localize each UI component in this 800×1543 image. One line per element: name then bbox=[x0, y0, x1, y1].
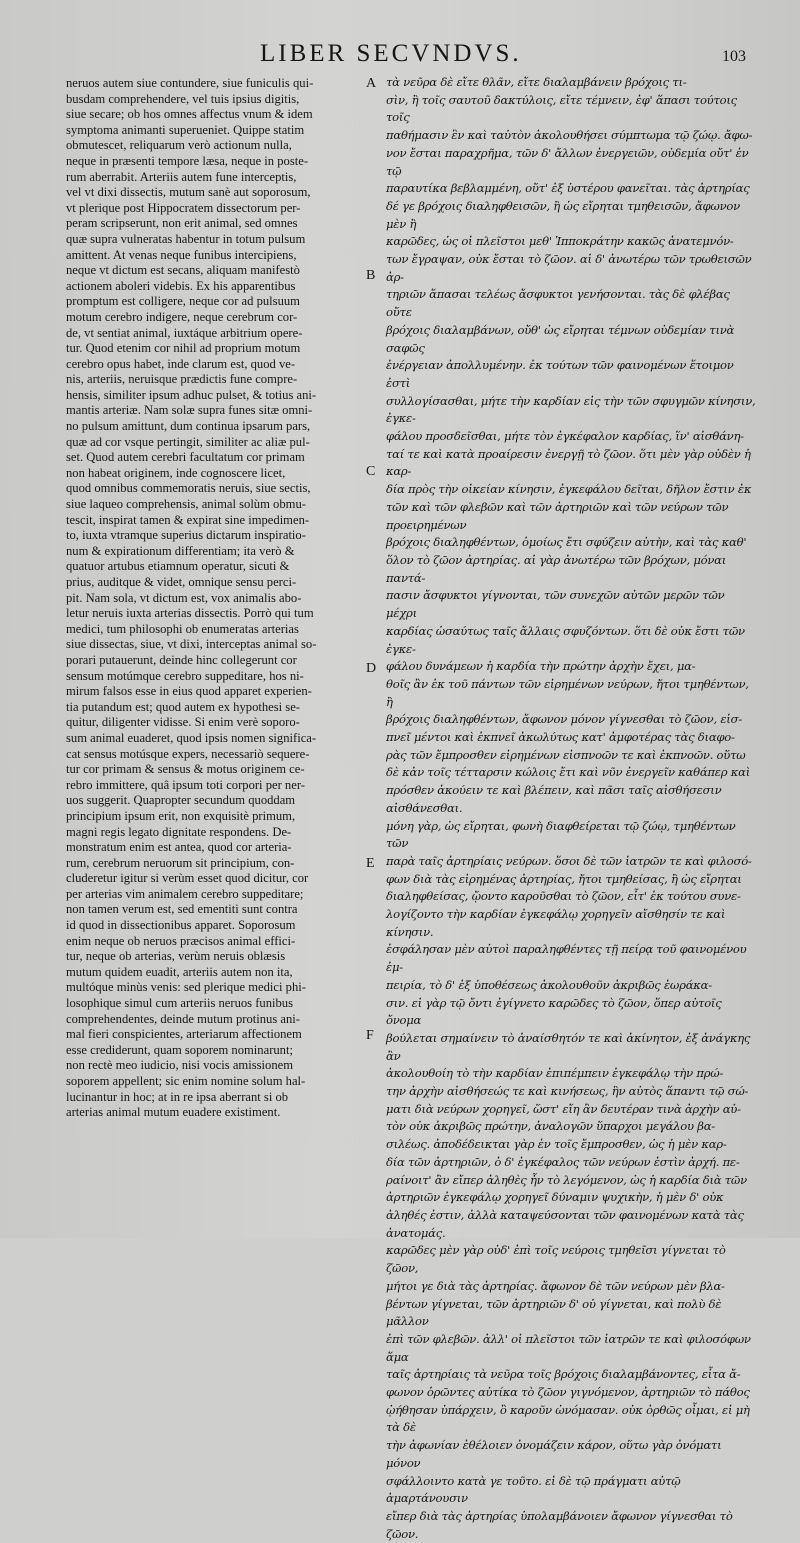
section-marker-b: B bbox=[366, 268, 376, 283]
latin-text: neruos autem siue contundere, siue funiculis qui- busdam comprehendere, vel tuis ipsius digitis, siue secare; ob hos omnes affectus vnum & idem symptoma animanti superueniet. Quippe statim obmutescet, reliquarum verò actionum nulla, neque in præsenti tempore læsa, neque in poste- rum aberrabit. Arteriis autem fune interceptis, vel vt dixi dissectis, mutum sanè aut soporosum, vt plerique post Hippocratem dissectorum per- peram scripserunt, non erit animal, sed omnes quæ supra vulneratas habentur in totum pulsum amittent. At venas neque funibus intercipiens, neque vt dictum est secans, aliquam manifestò actionem aboleri videbis. Ex his apparentibus promptum est colligere, neque cor ad pulsuum motum cerebro indigere, neque cerebrum cor- de, vt sentiat animal, iuxtáque arbitrium opere- tur. Quod etenim cor nihil ad proprium motum cerebro opus habet, inde clarum est, quod ve- nis, arteriis, neruisque prædictis fune compre- hensis, similiter ipsum adhuc pulset, & totius ani- mantis arteriæ. Nam solæ supra funes sitæ omni- no pulsum amittunt, dum continua ipsarum pars, quæ ad cor vsque pertingit, similiter ac aliæ pul- set. Quod autem cerebri facultatum cor primam non habeat originem, inde cognoscere licet, quod omnibus commemoratis neruis, siue sectis, siue laqueo comprehensis, animal solùm obmu- tescit, inspirat tamen & expirat sine impedimen- to, iuxta vtramque superius dictarum inspiratio- num & expirationum differentiam; ita verò & quatuor artubus etiamnum operatur, sicuti & prius, auditque & videt, omnique sensu perci- pit. Nam sola, vt dictum est, vox animalis abo- letur neruis iuxta arterias dissectis. Porrò qui tum medici, tum philosophi ob enumeratas arterias siue dissectas, siue, vt dixi, interceptas animal so- porari putauerunt, deinde hinc collegerunt cor sensum motúmque cerebro suppeditare, hos ni- mirum falsos esse in eius quod apparet experien- tia putandum est; quod autem ex hypothesi se- quitur, diligenter vidisse. Si enim verè soporo- sum animal euaderet, quod ipsis nomen significa- cat sensus motúsque expers, necessariò sequere- tur cor primam & sensus & motus originem ce- rebro immittere, quâ ipsum toti corpori per ner- uos suggerit. Quapropter secundum quoddam principium ipsum erit, non exquisitè primum, magni regis legato dignitate respondens. De- monstratum enim est antea, quod cor arteria- rum, cerebrum neruorum sit principium, con- cluderetur igitur si verùm esset quod dicitur, cor per arterias vim animalem cerebro suppeditare; non tamen verum est, sed ementiti sunt contra id quod in dissectionibus apparet. Soporosum enim neque ob neruos præcisos animal effici- tur, neque ob arterias, verùm neruis oblæsis mutum quidem euadit, arteriis autem non ita, multóque minùs venis: sed plerique medici phi- losophique simul cum arteriis neruos funibus comprehendentes, deinde mutum protinus ani- mal fieri conspicientes, arteriarum affectionem esse crediderunt, quam soporem nominarunt; non rectè meo iudicio, nisi vocis amissionem soporem appellent; sic enim nomine solum hal- lucinantur in hoc; at in re ipsa aberrant si ob arterias animal mutum euadere existiment. bbox=[66, 76, 317, 1120]
greek-text: τὰ νεῦρα δὲ εἴτε θλᾶν, εἴτε διαλαμβάνειν βρόχοις τι- σὶν, ἢ τοῖς σαυτοῦ δακτύλοις, εἴτε τέμνειν, ἐφ' ἅπασι τούτοις τοῖς παθήμασιν ἓν καὶ ταὐτὸν ἀκολουθήσει σύμπτωμα τῷ ζώῳ. ἄφω- νον ἔσται παραχρῆμα, τῶν δ' ἄλλων ἐνεργειῶν, οὐδεμία οὔτ' ἐν τῷ παραυτίκα βεβλαμμένη, οὔτ' ἐξ ὑστέρου φανεῖται. τὰς ἀρτηρίας δέ γε βρόχοις διαληφθεισῶν, ἢ ὡς εἴρηται τμηθεισῶν, ἄφωνον μὲν ἢ καρῶδες, ὡς οἱ πλεῖστοι μεθ' Ἱπποκράτην κακῶς ἀνατεμνόν- των ἔγραψαν, οὐκ ἔσται τὸ ζῶον. αἱ δ' ἀνωτέρω τῶν τρωθεισῶν ἀρ- τηριῶν ἅπασαι τελέως ἄσφυκτοι γενήσονται. τὰς δὲ φλέβας οὔτε βρόχοις διαλαμβάνων, οὔθ' ὡς εἴρηται τέμνων οὐδεμίαν τινὰ σαφῶς ἐνέργειαν ἀπολλυμένην. ἐκ τούτων τῶν φαινομένων ἕτοιμον ἐστὶ συλλογίσασθαι, μήτε τὴν καρδίαν εἰς τὴν τῶν σφυγμῶν κίνησιν, ἐγκε- φάλου προσδεῖσθαι, μήτε τὸν ἐγκέφαλον καρδίας, ἵν' αἰσθάνη- ταί τε καὶ κατὰ προαίρεσιν ἐνεργῇ τὸ ζῶον. ὅτι μὲν γὰρ οὐδὲν ἡ καρ- δία πρὸς τὴν οἰκείαν κίνησιν, ἐγκεφάλου δεῖται, δῆλον ἔστιν ἐκ τῶν καὶ τῶν φλεβῶν καὶ τῶν ἀρτηριῶν καὶ τῶν νεύρων τῶν προειρημένων βρόχοις διαληφθέντων, ὁμοίως ἔτι σφύζειν αὐτὴν, καὶ τὰς καθ' ὅλον τὸ ζῶον ἀρτηρίας. αἱ γὰρ ἀνωτέρω τῶν βρόχων, μόναι παντά- πασιν ἄσφυκτοι γίγνονται, τῶν συνεχῶν αὐτῶν μερῶν τῶν μέχρι καρδίας ὡσαύτως ταῖς ἄλλαις σφυζόντων. ὅτι δὲ οὐκ ἔστι τῶν ἐγκε- φάλου δυνάμεων ἡ καρδία τὴν πρώτην ἀρχὴν ἔχει, μα- θοῖς ἂν ἐκ τοῦ πάντων τῶν εἰρημένων νεύρων, ἤτοι τμηθέντων, ἢ βρόχοις διαληφθέντων, ἄφωνον μόνον γίγνεσθαι τὸ ζῶον, εἰσ- πνεῖ μέντοι καὶ ἐκπνεῖ ἀκωλύτως κατ' ἀμφοτέρας τὰς διαφο- ρὰς τῶν ἔμπροσθεν εἰρημένων εἰσπνοῶν τε καὶ ἐκπνοῶν. οὕτω δὲ κἀν τοῖς τέτταρσιν κώλοις ἔτι καὶ νῦν ἐνεργεῖν καθάπερ καὶ πρόσθεν ἀκούειν τε καὶ βλέπειν, καὶ πᾶσι ταῖς αἰσθήσεσιν αἰσθάνεσθαι. μόνη γὰρ, ὡς εἴρηται, φωνὴ διαφθείρεται τῷ ζώῳ, τμηθέντων τῶν παρὰ ταῖς ἀρτηρίαις νεύρων. ὅσοι δὲ τῶν ἰατρῶν τε καὶ φιλοσό- φων διὰ τὰς εἰρημένας ἀρτηρίας, ἤτοι τμηθείσας, ἢ ὡς εἴρηται διαληφθείσας, ᾤοντο καροῦσθαι τὸ ζῶον, εἶτ' ἐκ τούτου συνε- λογίζοντο τὴν καρδίαν ἐγκεφάλῳ χορηγεῖν αἴσθησίν τε καὶ κίνησιν. ἐσφάλησαν μὲν αὐτοὶ παραληφθέντες τῇ πείρᾳ τοῦ φαινομένου ἐμ- πειρία, τὸ δ' ἐξ ὑποθέσεως ἀκολουθοῦν ἀκριβῶς ἑωράκα- σιν. εἰ γὰρ τῷ ὄντι ἐγίγνετο καρῶδες τὸ ζῶον, ὅπερ αὐτοῖς ὄνομα βούλεται σημαίνειν τὸ ἀναίσθητόν τε καὶ ἀκίνητον, ἐξ ἀνάγκης ἂν ἀκολουθοίη τὸ τὴν καρδίαν ἐπιπέμπειν ἐγκεφάλῳ τὴν πρώ- την ἀρχὴν αἰσθήσεώς τε καὶ κινήσεως, ἣν αὐτὸς ἅπαντι τῷ σώ- ματι διὰ νεύρων χορηγεῖ, ὥστ' εἴη ἂν δευτέραν τινὰ ἀρχὴν αὐ- τὸν οὐκ ἀκριβῶς πρώτην, ἀναλογῶν ὕπαρχοι μεγάλου βα- σιλέως. ἀποδέδεικται γὰρ ἐν τοῖς ἔμπροσθεν, ὡς ἡ μὲν καρ- δία τῶν ἀρτηριῶν, ὁ δ' ἐγκέφαλος τῶν νεύρων ἐστὶν ἀρχή. πε- ραίνοιτ' ἂν εἴπερ ἀληθὲς ἦν τὸ λεγόμενον, ὡς ἡ καρδία διὰ τῶν ἀρτηριῶν ἐγκεφάλῳ χορηγεῖ δύναμιν ψυχικὴν, ἡ μὲν δ' οὐκ ἀληθές ἐστιν, ἀλλὰ καταψεύσονται τῶν φαινομένων κατὰ τὰς ἀνατομάς. καρῶδες μὲν γὰρ οὐδ' ἐπὶ τοῖς νεύροις τμηθεῖσι γίγνεται τὸ ζῶον, μήτοι γε διὰ τὰς ἀρτηρίας. ἄφωνον δὲ τῶν νεύρων μὲν βλα- βέντων γίγνεται, τῶν ἀρτηριῶν δ' οὐ γίγνεται, καὶ πολὺ δὲ μᾶλλον ἐπὶ τῶν φλεβῶν. ἀλλ' οἱ πλεῖστοι τῶν ἰατρῶν τε καὶ φιλοσόφων ἅμα ταῖς ἀρτηρίαις τὰ νεῦρα τοῖς βρόχοις διαλαμβάνοντες, εἶτα ἄ- φωνον ὁρῶντες αὐτίκα τὸ ζῶον γιγνόμενον, ἀρτηριῶν τὸ πάθος ᾠήθησαν ὑπάρχειν, ὃ καροῦν ὠνόμασαν. οὐκ ὀρθῶς οἶμαι, εἰ μὴ τὰ δὲ τὴν ἀφωνίαν ἐθέλοιεν ὀνομάζειν κάρον, οὕτω γὰρ ὀνόματι μόνον σφάλλοιντο κατὰ γε τοῦτο. εἰ δὲ τῷ πράγματι αὐτῷ ἁμαρτάνουσιν εἴπερ διὰ τὰς ἀρτηρίας ὑπολαμβάνοιεν ἄφωνον γίγνεσθαι τὸ ζῶον. bbox=[386, 75, 756, 1541]
section-marker-a: A bbox=[366, 76, 377, 91]
section-marker-f: F bbox=[366, 1028, 374, 1043]
section-marker-c: C bbox=[366, 464, 376, 479]
greek-column bbox=[386, 74, 758, 1543]
latin-column bbox=[66, 76, 366, 1121]
section-marker-d: D bbox=[366, 661, 377, 676]
section-markers bbox=[366, 76, 384, 1176]
page-number: 103 bbox=[722, 48, 746, 65]
section-marker-e: E bbox=[366, 856, 375, 871]
running-head bbox=[0, 40, 800, 74]
running-title: LIBER SECVNDVS. bbox=[260, 40, 522, 67]
